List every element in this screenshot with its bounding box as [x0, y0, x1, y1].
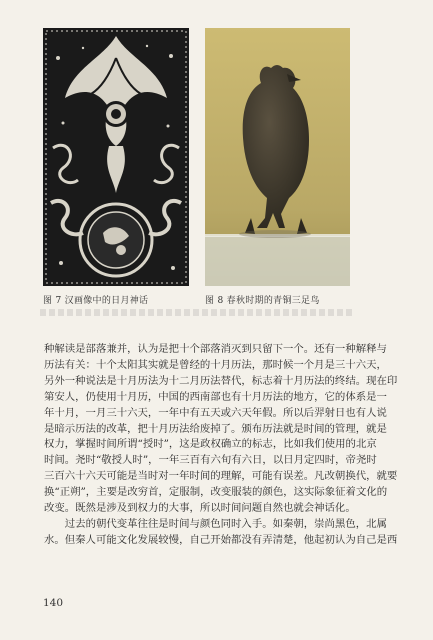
- rubbing-illustration: [43, 28, 189, 286]
- figure-7-caption: 图 7 汉画像中的日月神话: [43, 296, 149, 306]
- text-line: 水。但秦人可能文化发展较慢，自己开始都没有弄清楚，他起初认为自己是西: [44, 533, 398, 546]
- text-line: 年十月，一月三十六天，一年中有五天或六天年假。所以后羿射日也有人说: [44, 406, 387, 419]
- text-line: 另外一种说法是十月历法为十二月历法替代，标志着十月历法的终结。现在印: [44, 374, 398, 387]
- text-line: 第安人，仍使用十月历，中国的西南部也有十月历法的地方，它的体系是一: [44, 390, 387, 403]
- text-line: 三百六十六天可能是当时对一年时间的理解，可能有误差。凡改朝换代，就要: [44, 470, 398, 483]
- page-number: 140: [43, 597, 64, 609]
- bronze-tripod-bird-image: [205, 28, 350, 286]
- text-line: 种解读是部落兼并，认为是把十个部落消灭到只留下一个。还有一种解释与: [44, 343, 387, 355]
- text-line: 是暗示历法的改革，把十月历法给废掉了。颁布历法就是时间的管理，就是: [44, 422, 387, 435]
- text-line: 过去的朝代变革往往是时间与颜色同时入手。如秦朝，崇尚黑色，北属: [64, 517, 387, 530]
- show-through-text: [40, 309, 352, 316]
- body-text: [44, 342, 398, 549]
- bronze-bird-photo: [205, 28, 350, 286]
- text-line: 改变。既然是涉及到权力的大事，所以时间问题自然也就会神话化。: [44, 502, 356, 515]
- text-line: 时间。尧时“敬授人时”，一年三百有六旬有六日，以日月定四时，帝尧时: [44, 454, 377, 467]
- han-relief-rubbing-image: [43, 28, 189, 286]
- text-line: 权力，掌握时间所谓“授时”，这是政权确立的标志，比如我们使用的北京: [44, 438, 377, 451]
- text-line: 换“正朔”，主要是改穷首，定服制，改变服装的颜色，这实际象征着文化的: [44, 486, 388, 499]
- text-line: 历法有关：十个太阳其实就是曾经的十月历法，那时候一个月是三十六天，: [44, 358, 387, 371]
- figure-8-caption: 图 8 春秋时期的青铜三足鸟: [205, 296, 320, 306]
